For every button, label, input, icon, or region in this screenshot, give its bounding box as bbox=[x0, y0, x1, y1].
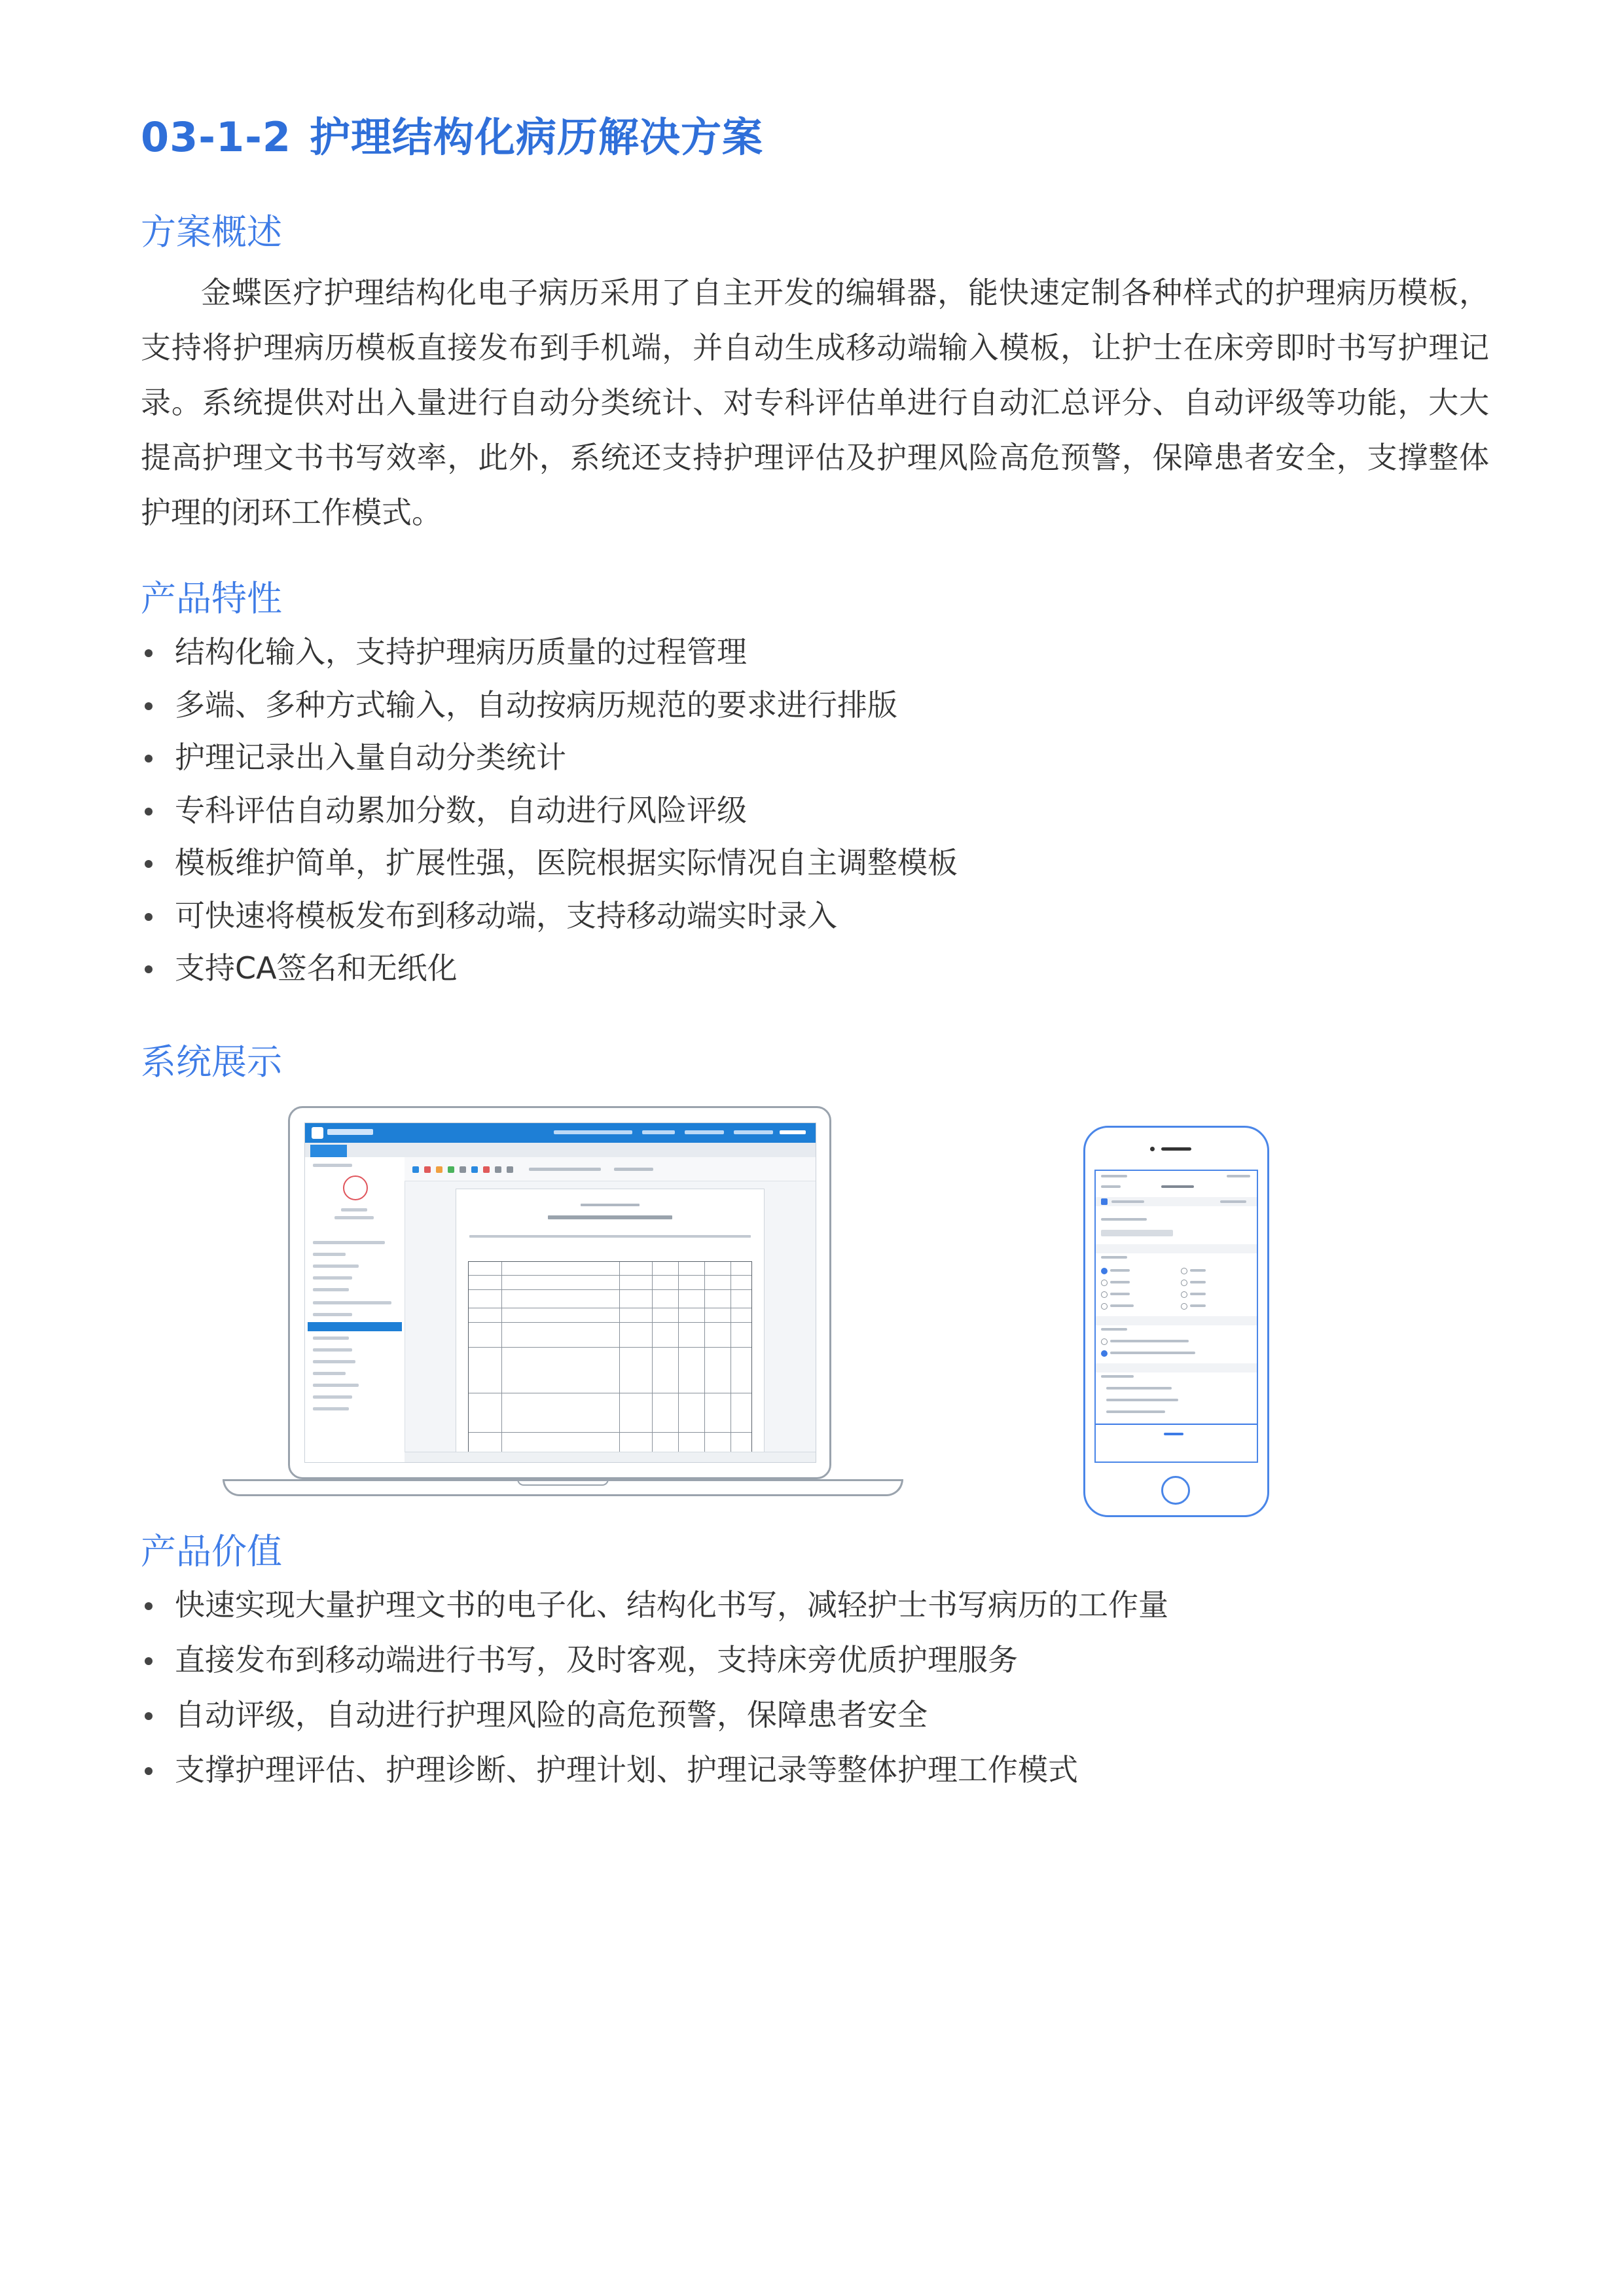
laptop-lid bbox=[288, 1106, 831, 1479]
phone-screenshot bbox=[1083, 1126, 1269, 1517]
list-item: 多端、多种方式输入，自动按病历规范的要求进行排版 bbox=[141, 679, 958, 732]
overview-heading: 方案概述 bbox=[141, 211, 282, 253]
phone-speaker bbox=[1161, 1147, 1191, 1151]
laptop-screenshot bbox=[223, 1106, 903, 1515]
section-number: 03-1-2 bbox=[141, 113, 292, 161]
nursing-record-document bbox=[456, 1189, 765, 1463]
list-item: 支持CA签名和无纸化 bbox=[141, 942, 958, 995]
list-item: 支撑护理评估、护理诊断、护理计划、护理记录等整体护理工作模式 bbox=[141, 1742, 1168, 1797]
list-item: 模板维护简单，扩展性强，医院根据实际情况自主调整模板 bbox=[141, 836, 958, 889]
app-toolbar bbox=[405, 1157, 816, 1181]
value-list bbox=[141, 1577, 1168, 1797]
app-tab-strip bbox=[305, 1143, 816, 1158]
list-item: 结构化输入，支持护理病历质量的过程管理 bbox=[141, 626, 958, 679]
assessment-table bbox=[468, 1261, 752, 1459]
list-item: 护理记录出入量自动分类统计 bbox=[141, 731, 958, 784]
app-sidebar bbox=[305, 1157, 405, 1462]
list-item: 快速实现大量护理文书的电子化、结构化书写，减轻护士书写病历的工作量 bbox=[141, 1577, 1168, 1632]
list-item: 自动评级，自动进行护理风险的高危预警，保障患者安全 bbox=[141, 1687, 1168, 1742]
desktop-app-screen bbox=[304, 1122, 816, 1463]
value-heading: 产品价值 bbox=[141, 1531, 282, 1572]
patient-avatar-icon bbox=[343, 1175, 368, 1200]
phone-camera-icon bbox=[1150, 1147, 1155, 1151]
showcase-heading: 系统展示 bbox=[141, 1041, 282, 1083]
overview-paragraph: 金蝶医疗护理结构化电子病历采用了自主开发的编辑器，能快速定制各种样式的护理病历模板，支持将护理病历模板直接发布到手机端，并自动生成移动端输入模板，让护士在床旁即时书写护理记录。系统提供对出入量进行自动分类统计、对专科评估单进行自动汇总评分、自动评级等功能，大大提高护理文书书写效率，此外，系统还支持护理评估及护理风险高危预警，保障患者安全，支撑整体护理的闭环工作模式。 bbox=[141, 275, 1489, 530]
app-status-bar bbox=[405, 1452, 816, 1463]
list-item: 直接发布到移动端进行书写，及时客观，支持床旁优质护理服务 bbox=[141, 1632, 1168, 1687]
app-header-bar bbox=[305, 1123, 816, 1143]
page-title bbox=[141, 105, 763, 163]
phone-home-button bbox=[1161, 1476, 1190, 1505]
list-item: 专科评估自动累加分数，自动进行风险评级 bbox=[141, 784, 958, 837]
title-text: 护理结构化病历解决方案 bbox=[310, 113, 764, 161]
features-heading: 产品特性 bbox=[141, 578, 282, 619]
app-logo-icon bbox=[312, 1127, 323, 1139]
mobile-app-screen bbox=[1094, 1170, 1258, 1463]
list-item: 可快速将模板发布到移动端，支持移动端实时录入 bbox=[141, 889, 958, 942]
features-list bbox=[141, 626, 958, 995]
